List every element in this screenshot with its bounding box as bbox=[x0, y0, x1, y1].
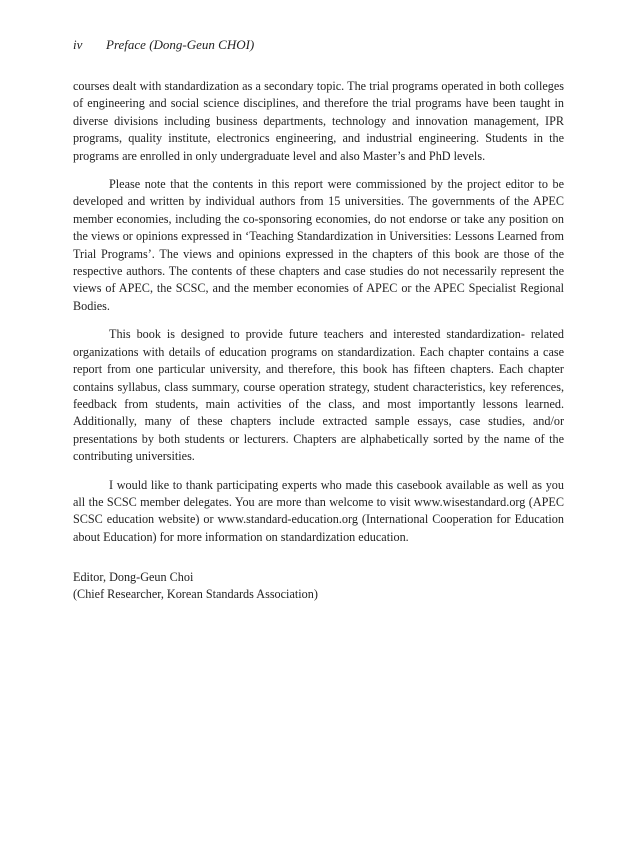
paragraph-acknowledgement: I would like to thank participating experts who made this casebook available as well as you all the SCSC member delegates. You are more than welcome to visit www.wisestandard.org (APEC SCSC education website) or www.standard-education.org (International Cooperation for Education about Education) for more information on standardization education. bbox=[73, 477, 564, 544]
running-header bbox=[73, 37, 254, 53]
paragraph-continuation: courses dealt with standardization as a secondary topic. The trial programs operated in both colleges of engineering and social science disciplines, and therefore the trial programs have been taught in diverse divisions including business departments, technology and innovation management, IPR programs, quality institute, electronics engineering, and industrial engineering. Students in the programs are enrolled in only undergraduate level and also Master’s and PhD levels. bbox=[73, 79, 564, 163]
page-number: iv bbox=[73, 37, 83, 52]
body-text bbox=[73, 78, 564, 557]
editor-signature bbox=[73, 569, 318, 604]
editor-affiliation: (Chief Researcher, Korean Standards Association) bbox=[73, 587, 318, 602]
editor-name: Editor, Dong-Geun Choi bbox=[73, 570, 194, 584]
paragraph-disclaimer: Please note that the contents in this report were commissioned by the project editor to be developed and written by individual authors from 15 universities. The governments of the APEC member economies, including the co-sponsoring economies, do not endorse or take any position on the views or opinions expressed in ‘Teaching Standardization in Universities: Lessons Learned from Trial Programs’. The views and opinions expressed in the chapters of this book are those of the respective authors. The contents of these chapters and case studies do not necessarily represent the views of APEC, the SCSC, and the member economies of APEC or the APEC Specialist Regional Bodies. bbox=[73, 177, 564, 313]
running-title: Preface (Dong-Geun CHOI) bbox=[106, 37, 255, 52]
paragraph-book-overview: This book is designed to provide future teachers and interested standardization- related organizations with details of education programs on standardization. Each chapter contains a case report from one particular university, and therefore, this book has fifteen chapters. Each chapter contains syllabus, class summary, course operation strategy, student characteristics, key references, feedback from students, main activities of the class, and most importantly lessons learned. Additionally, many of these chapters include extracted sample essays, case studies, and/or presentations by both students or lecturers. Chapters are alphabetically sorted by the name of the contributing universities. bbox=[73, 327, 564, 464]
